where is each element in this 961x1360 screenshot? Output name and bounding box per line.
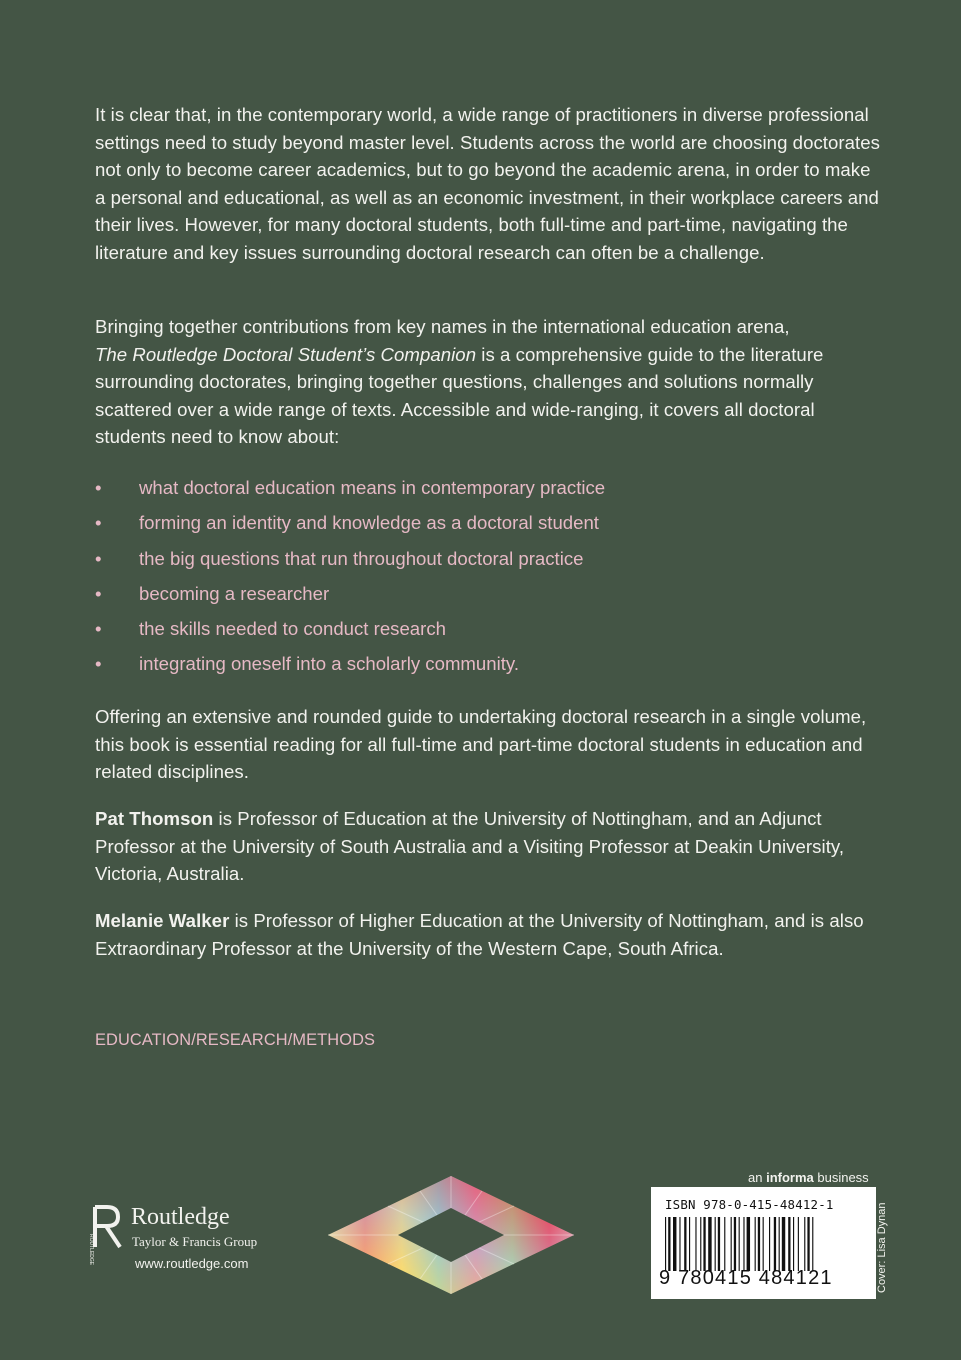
barcode-digits: 9 780415 484121 bbox=[659, 1267, 833, 1289]
bullet-icon: • bbox=[95, 477, 102, 498]
intro-paragraph-text: It is clear that, in the contemporary world, a wide range of practitioners in diverse professional settings need to study beyond master level. Students across the world are choosing doctorates not only to become career academics, but to go beyond the academic arena, in order to make a personal and educational, as well as an economic investment, in their workplace careers and their lives. However, for many doctoral students, both full-time and part-time, navigating the literature and key issues surrounding doctoral research can often be a challenge. bbox=[95, 104, 880, 263]
bullet-icon: • bbox=[95, 653, 102, 675]
list-item: • forming an identity and knowledge as a doctoral student bbox=[95, 512, 599, 534]
informa-business-line: an informa business bbox=[748, 1170, 869, 1185]
routledge-logo bbox=[90, 1200, 280, 1280]
prism-graphic-image bbox=[328, 1176, 574, 1294]
book-title: The Routledge Doctoral Student’s Companion bbox=[95, 343, 477, 365]
cover-credit: Cover: Lisa Dynan bbox=[876, 1202, 888, 1293]
bullet-icon: • bbox=[95, 547, 102, 569]
bullet-icon: • bbox=[95, 618, 102, 640]
author-name: Pat Thomson bbox=[95, 808, 214, 829]
svg-text:ROUTLEDGE: ROUTLEDGE bbox=[88, 1234, 94, 1266]
summary-paragraph-text: Offering an extensive and rounded guide to undertaking doctoral research in a single volume, this book is essential reading for all full-time and part-time doctoral students in education and related disciplines. bbox=[95, 706, 867, 783]
intro-paragraph bbox=[95, 101, 885, 267]
subject-category: EDUCATION/RESEARCH/METHODS bbox=[95, 1031, 376, 1049]
bullet-icon: • bbox=[95, 582, 102, 604]
summary-paragraph bbox=[95, 703, 885, 786]
publisher-group: Taylor & Francis Group bbox=[132, 1234, 258, 1249]
overview-rest: is a comprehensive guide to the literature surrounding doctorates, bringing together questions, challenges and solutions normally scattered over a wide range of texts. Accessible and wide-ranging, it covers all doctoral students need to know about: bbox=[95, 343, 824, 448]
routledge-r-icon bbox=[88, 1204, 124, 1266]
overview-intro: Bringing together contributions from key names in the international education arena, bbox=[95, 316, 790, 337]
barcode bbox=[651, 1187, 876, 1299]
author-bio-walker bbox=[95, 907, 885, 962]
list-item: • the big questions that run throughout doctoral practice bbox=[95, 547, 584, 569]
overview-paragraph bbox=[95, 313, 885, 451]
list-item: • what doctoral education means in contemporary practice bbox=[95, 477, 606, 498]
topics-list bbox=[95, 476, 885, 688]
author-name: Melanie Walker bbox=[95, 910, 230, 931]
list-item: • integrating oneself into a scholarly community. bbox=[95, 653, 519, 675]
list-item: • the skills needed to conduct research bbox=[95, 618, 446, 640]
isbn-label: ISBN 978-0-415-48412-1 bbox=[665, 1197, 834, 1212]
author-bio-text: is Professor of Education at the University of Nottingham, and an Adjunct Professor at the University of South Australia and a Visiting Professor at Deakin University, Victoria, Australia. bbox=[95, 808, 845, 885]
barcode-bars bbox=[663, 1217, 865, 1271]
publisher-website: www.routledge.com bbox=[135, 1256, 249, 1271]
author-bio-text: is Professor of Higher Education at the University of Nottingham, and is also Extraordinary Professor at the University of the Western Cape, South Africa. bbox=[95, 910, 864, 959]
bullet-icon: • bbox=[95, 512, 102, 534]
informa-brand: informa bbox=[766, 1170, 814, 1185]
list-item: • becoming a researcher bbox=[95, 582, 330, 604]
publisher-name: Routledge bbox=[131, 1204, 230, 1230]
author-bio-thomson bbox=[95, 805, 885, 888]
